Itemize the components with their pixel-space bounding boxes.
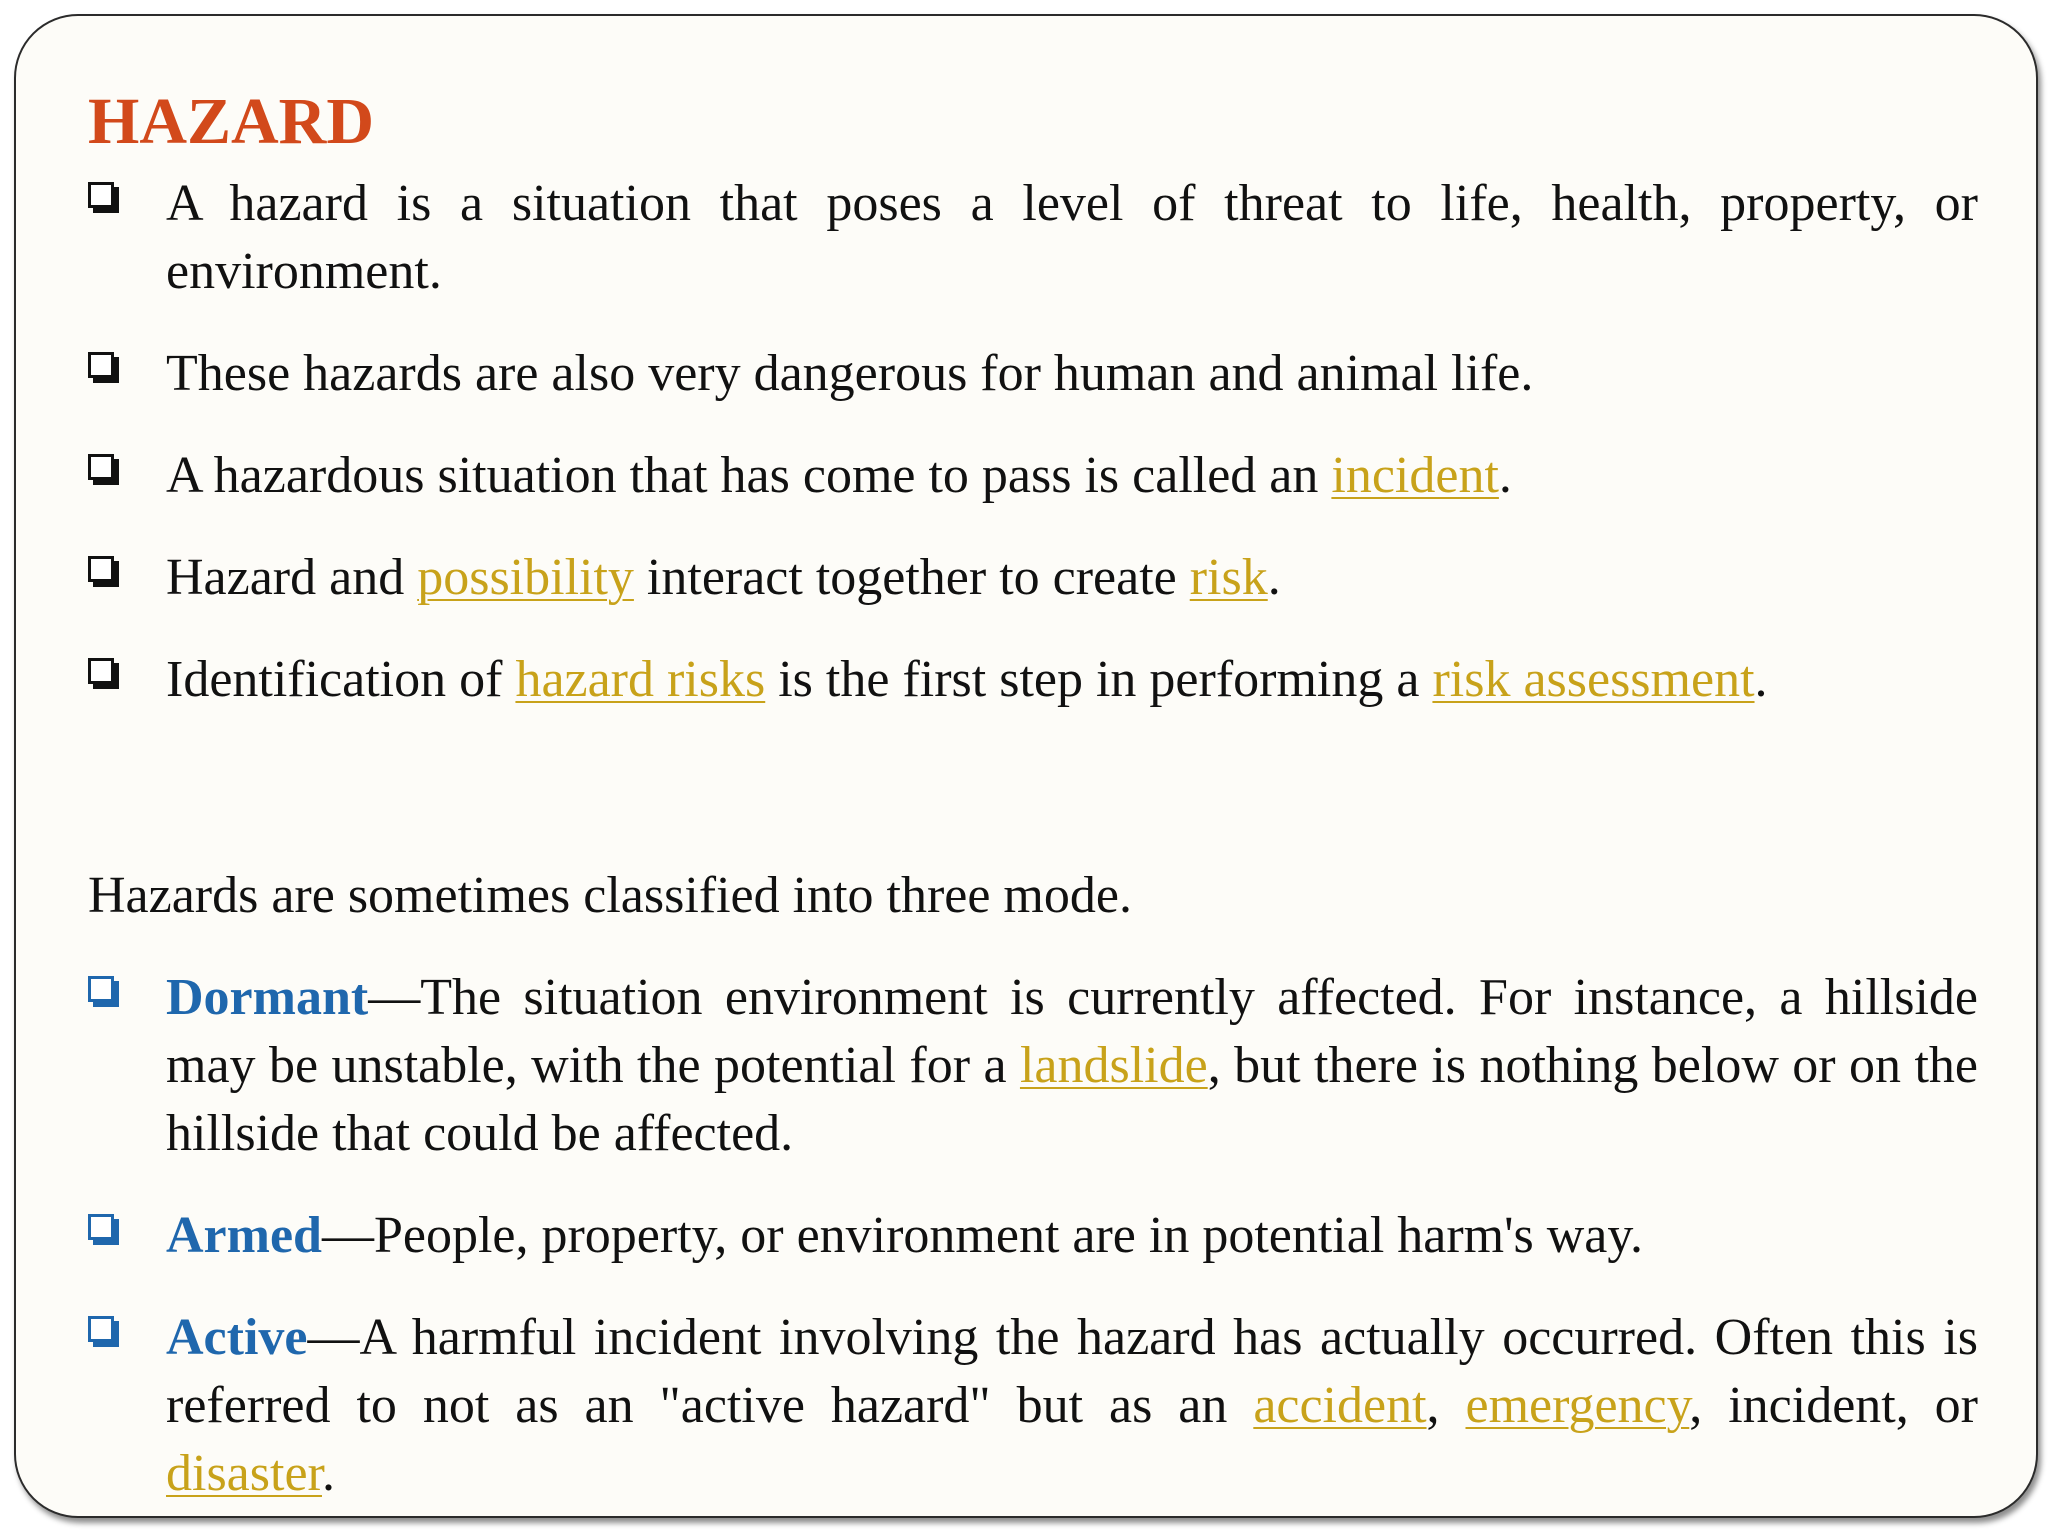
bullet-text-mid: is the first step in performing a: [765, 651, 1433, 708]
mode-text-end: .: [321, 1445, 335, 1502]
checkbox-bullet-icon: [88, 454, 114, 480]
bullet-danger: [88, 340, 1978, 408]
bullet-text: Hazard and: [166, 549, 418, 606]
bullet-text: Identification of: [166, 651, 516, 708]
bullet-text: These hazards are also very dangerous for human and animal life.: [166, 345, 1534, 402]
slide-content: [88, 80, 1978, 1508]
mode-active: [88, 1304, 1978, 1508]
bullet-definition: [88, 170, 1978, 306]
checkbox-bullet-icon: [88, 1316, 114, 1342]
bullet-text-mid: interact together to create: [633, 549, 1190, 606]
checkbox-bullet-icon: [88, 1214, 114, 1240]
separator-text: ,: [1426, 1377, 1466, 1434]
hazard-bullet-list: [88, 170, 1978, 714]
modes-intro: Hazards are sometimes classified into three mode.: [88, 867, 1132, 924]
bullet-text: A hazardous situation that has come to pass is called an: [166, 447, 1332, 504]
bullet-identification: [88, 646, 1978, 714]
mode-text: —The situation environment is currently affected. For instance, a hillside may be unstable, with the potential for a: [166, 969, 1978, 1094]
checkbox-bullet-icon: [88, 352, 114, 378]
bullet-text-end: .: [1498, 447, 1512, 504]
mode-text: —People, property, or environment are in potential harm's way.: [321, 1207, 1643, 1264]
mode-text-end: , but there is nothing below or on the hillside that could be affected.: [166, 1037, 1978, 1162]
slide-frame: [14, 14, 2038, 1518]
emergency-link[interactable]: emergency: [1465, 1377, 1690, 1434]
incident-link[interactable]: incident: [1331, 447, 1499, 504]
checkbox-bullet-icon: [88, 658, 114, 684]
mode-text: —A harmful incident involving the hazard has actually occurred. Often this is referred to not as an "active hazard" but as an: [166, 1309, 1978, 1434]
mode-term: Dormant: [166, 969, 369, 1026]
bullet-incident: [88, 442, 1978, 510]
bullet-text-end: .: [1754, 651, 1768, 708]
checkbox-bullet-icon: [88, 976, 114, 1002]
disaster-link[interactable]: disaster: [166, 1445, 322, 1502]
mode-armed: [88, 1202, 1978, 1270]
landslide-link[interactable]: landslide: [1019, 1037, 1208, 1094]
hazard-risks-link[interactable]: hazard risks: [515, 651, 766, 708]
separator-text: , incident, or: [1689, 1377, 1978, 1434]
mode-bullet-list: [88, 964, 1978, 1508]
risk-assessment-link[interactable]: risk assessment: [1432, 651, 1755, 708]
risk-link[interactable]: risk: [1189, 549, 1268, 606]
bullet-text-end: .: [1267, 549, 1281, 606]
bullet-risk: [88, 544, 1978, 612]
mode-dormant: [88, 964, 1978, 1168]
slide-title: HAZARD: [88, 85, 375, 158]
accident-link[interactable]: accident: [1253, 1377, 1427, 1434]
checkbox-bullet-icon: [88, 182, 114, 208]
possibility-link[interactable]: possibility: [417, 549, 634, 606]
checkbox-bullet-icon: [88, 556, 114, 582]
mode-term: Active: [166, 1309, 308, 1366]
mode-term: Armed: [166, 1207, 322, 1264]
bullet-text: A hazard is a situation that poses a level of threat to life, health, property, or environment.: [166, 175, 1978, 300]
